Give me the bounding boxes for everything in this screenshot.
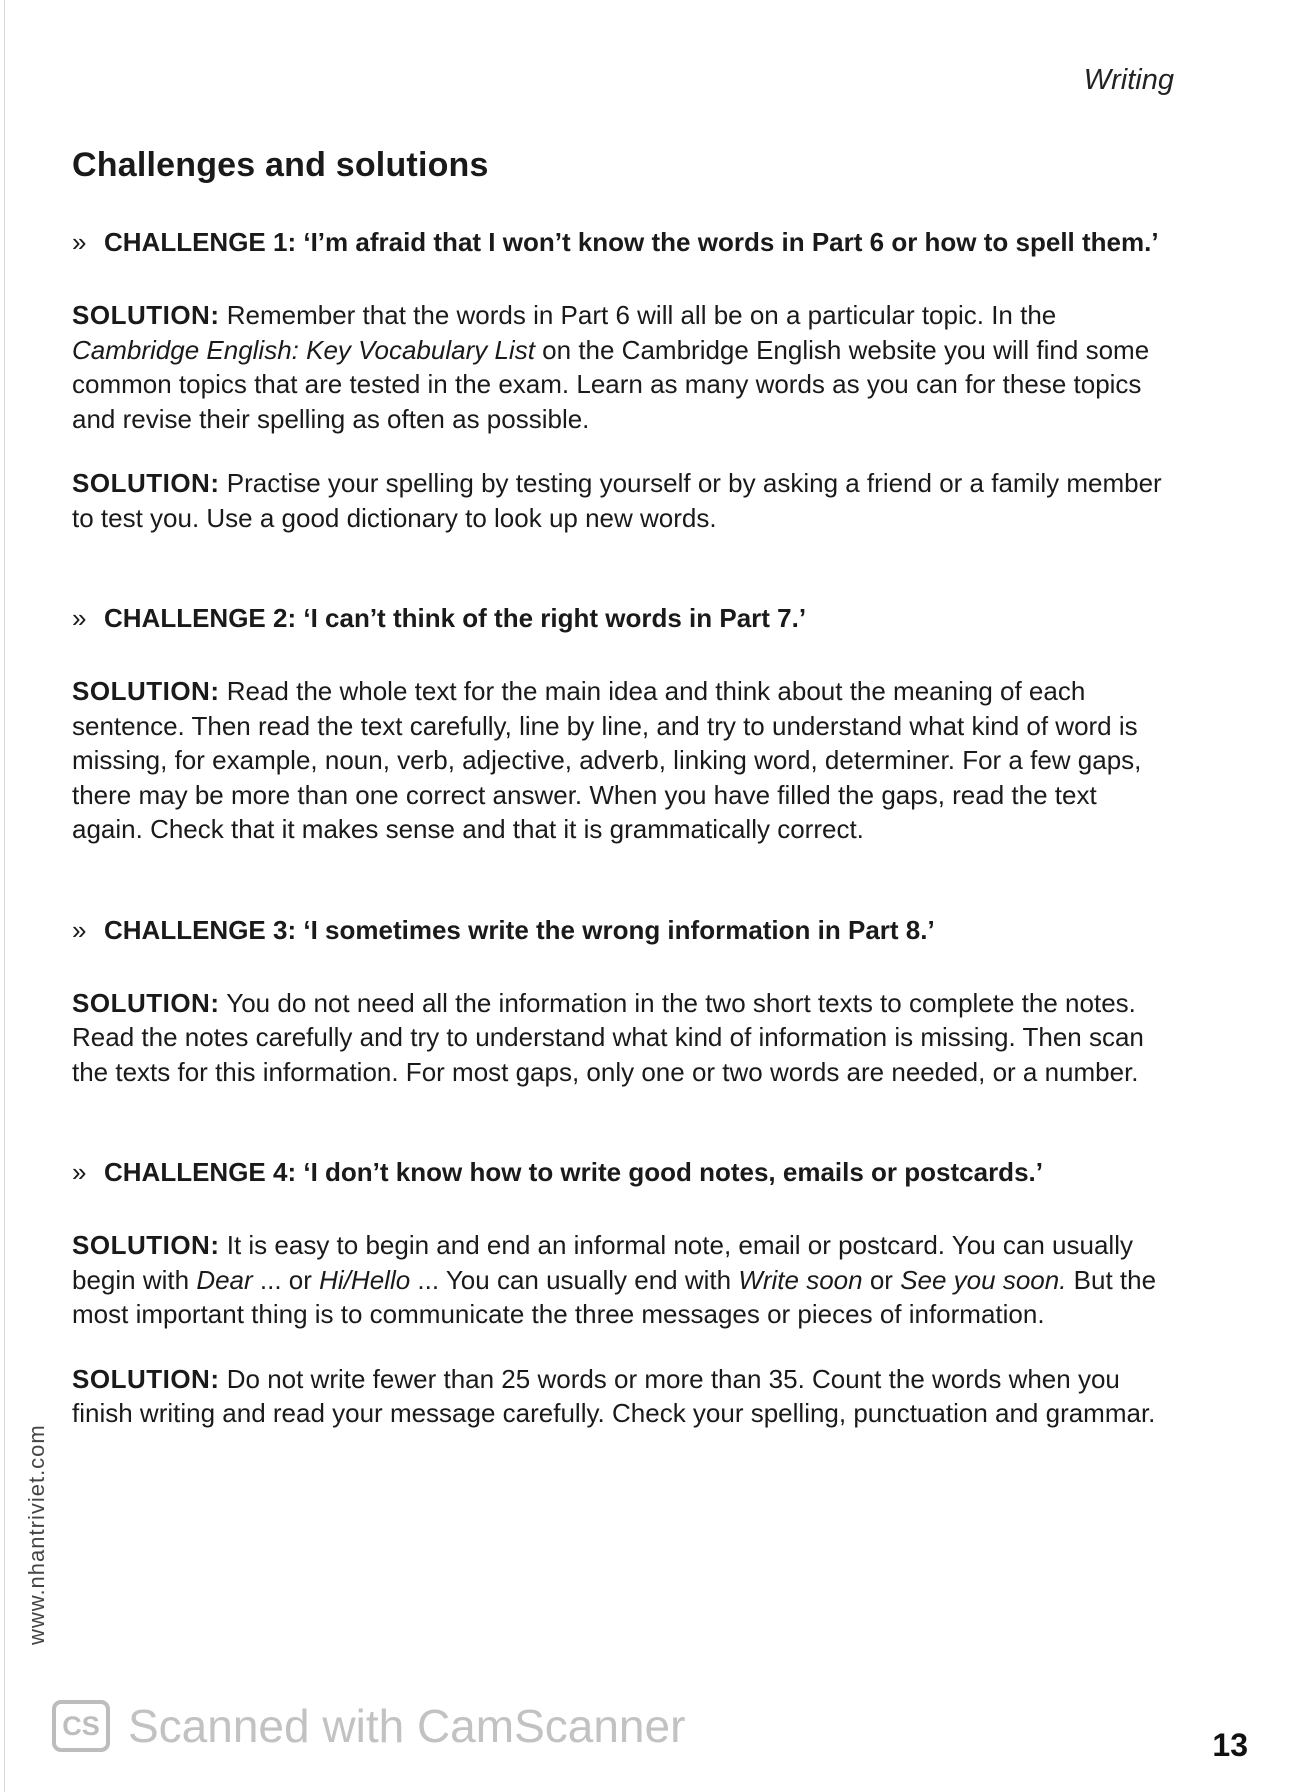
page-heading: Challenges and solutions [72,146,489,184]
solution-text: on the Cambridge English website you will find some common topics that are tested in the exam. Learn as many words as you can for these topics and revise their spelling as often as possible. [72,334,1150,434]
solution-text: You do not need all the information in the two short texts to complete the notes. Read the notes carefully and try to understand what kind of information is missing. Then scan the texts for this information. For most gaps, only one or two words are needed, or a number. [72,987,1144,1087]
section-title: Writing [1083,64,1174,96]
page-edge-line [4,0,5,1792]
solution-label: SOLUTION: [72,1230,220,1260]
challenge-label: CHALLENGE 2: [104,603,297,633]
solution-text: ... You can usually end with [417,1264,732,1295]
solution-label: SOLUTION: [72,987,220,1018]
solution-label: SOLUTION: [72,676,220,706]
solution-text: Read the whole text for the main idea and think about the meaning of each sentence. Then read the text carefully, line by line, and try to understand what kind of word is missing, for example, noun, verb, adjective, adverb, linking word, determiner. For a few gaps, there may be more than one correct answer. When you have filled the gaps, read the text again. Check that it makes sense and that it is grammatically correct. [72,676,1142,844]
example-phrase: Write soon [738,1264,863,1295]
solution-text: or [869,1264,893,1295]
solution-4a [72,1228,1172,1332]
solution-text: Remember that the words in Part 6 will all be on a particular topic. In the [226,300,1057,330]
chevron-icon: » [72,603,87,633]
solution-text: But the most important thing is to communicate the three messages or pieces of information. [72,1264,1157,1329]
page-content [72,146,1172,1461]
camscanner-watermark [52,1696,685,1756]
solution-label: SOLUTION: [72,1363,220,1394]
example-phrase: Hi/Hello [319,1264,411,1295]
solution-1b [72,466,1172,535]
challenge-label: CHALLENGE 4: [104,1157,297,1187]
challenge-text: ‘I can’t think of the right words in Part 7.’ [303,603,807,633]
challenge-text: ‘I’m afraid that I won’t know the words in Part 6 or how to spell them.’ [303,227,1159,257]
book-title: Cambridge English: Key Vocabulary List [72,334,535,365]
chevron-icon: » [72,227,87,257]
side-watermark: www.nhantriviet.com [24,1424,49,1645]
challenge-4 [72,1155,1172,1190]
solution-2 [72,674,1172,847]
challenge-3 [72,913,1172,948]
camscanner-logo-icon: CS [52,1700,110,1752]
solution-text: Do not write fewer than 25 words or more than 35. Count the words when you finish writing and read your message carefully. Check your spelling, punctuation and grammar. [72,1363,1156,1428]
solution-label: SOLUTION: [72,300,220,330]
challenge-text: ‘I don’t know how to write good notes, emails or postcards.’ [303,1157,1043,1187]
solution-4b [72,1362,1172,1431]
camscanner-text: Scanned with CamScanner [128,1700,686,1752]
solution-text: Practise your spelling by testing yourself or by asking a friend or a family member to test you. Use a good dictionary to look up new words. [72,468,1162,533]
example-phrase: Dear [196,1264,253,1295]
solution-label: SOLUTION: [72,468,220,498]
solution-1a [72,298,1172,436]
page-number: 13 [1212,1727,1248,1763]
solution-3 [72,986,1172,1090]
challenge-2 [72,601,1172,636]
challenge-text: ‘I sometimes write the wrong information in Part 8.’ [303,914,935,945]
chevron-icon: » [72,914,87,945]
challenge-label: CHALLENGE 3: [104,914,297,945]
chevron-icon: » [72,1157,87,1187]
solution-text: ... or [259,1264,312,1295]
challenge-1 [72,225,1172,260]
challenge-label: CHALLENGE 1: [104,227,297,257]
solution-text: It is easy to begin and end an informal note, email or postcard. You can usually begin with [72,1230,1133,1295]
example-phrase: See you soon. [900,1264,1067,1295]
